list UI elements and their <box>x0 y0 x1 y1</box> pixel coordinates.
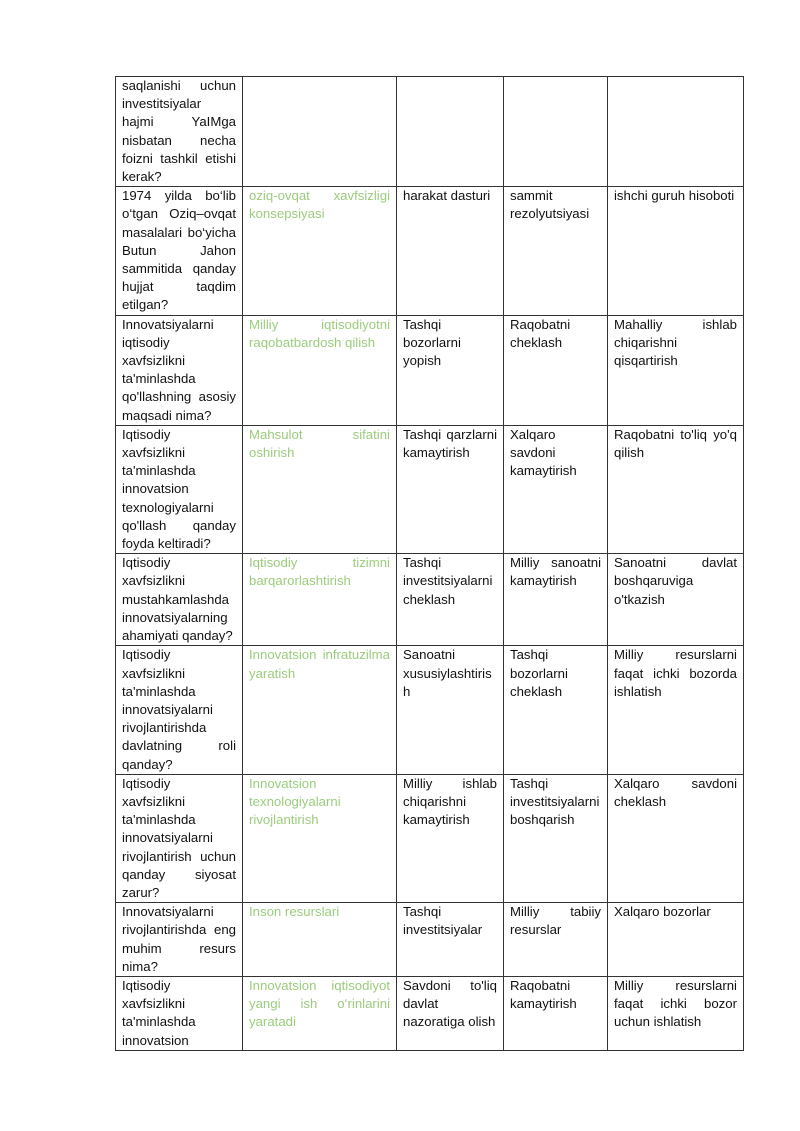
correct-answer-cell: Milliy iqtisodiyotni raqobatbardosh qilish <box>243 315 397 425</box>
question-cell: Innovatsiyalarni iqtisodiy xavfsizlikni ta'minlashda qo'llashning asosiy maqsadi nima? <box>116 315 243 425</box>
option-cell: Raqobatni to'liq yo'q qilish <box>608 425 744 553</box>
question-cell: Iqtisodiy xavfsizlikni ta'minlashda innovatsion <box>116 976 243 1050</box>
correct-answer-cell: Innovatsion infratuzilma yaratish <box>243 646 397 774</box>
question-cell: Innovatsiyalarni rivojlantirishda eng muhim resurs nima? <box>116 903 243 977</box>
correct-answer-cell <box>243 77 397 187</box>
option-cell: Tashqi bozorlarni cheklash <box>504 646 608 774</box>
question-cell: Iqtisodiy xavfsizlikni ta'minlashda innovatsiyalarni rivojlantirish uchun qanday siyosat zarur? <box>116 774 243 902</box>
option-cell <box>608 77 744 187</box>
option-cell: Milliy tabiiy resurslar <box>504 903 608 977</box>
option-cell: sammit rezolyutsiyasi <box>504 187 608 315</box>
option-cell: Savdoni to'liq davlat nazoratiga olish <box>397 976 504 1050</box>
option-cell: Tashqi bozorlarni yopish <box>397 315 504 425</box>
option-cell: Xalqaro bozorlar <box>608 903 744 977</box>
correct-answer-cell: Innovatsion iqtisodiyot yangi ish o‘rinlarini yaratadi <box>243 976 397 1050</box>
question-cell: Iqtisodiy xavfsizlikni ta'minlashda innovatsiyalarni rivojlantirishda davlatning roli qanday? <box>116 646 243 774</box>
correct-answer-cell: Mahsulot sifatini oshirish <box>243 425 397 553</box>
option-cell <box>504 77 608 187</box>
option-cell: Raqobatni cheklash <box>504 315 608 425</box>
option-cell: Milliy ishlab chiqarishni kamaytirish <box>397 774 504 902</box>
correct-answer-cell: Innovatsion texnologiyalarni rivojlantirish <box>243 774 397 902</box>
option-cell: Sanoatni davlat boshqaruviga o'tkazish <box>608 554 744 646</box>
correct-answer-cell: Inson resurslari <box>243 903 397 977</box>
table-row <box>116 976 744 1050</box>
option-cell: Milliy resurslarni faqat ichki bozor uchun ishlatish <box>608 976 744 1050</box>
table-row <box>116 554 744 646</box>
table-row <box>116 646 744 774</box>
correct-answer-cell: Iqtisodiy tizimni barqarorlashtirish <box>243 554 397 646</box>
table-row <box>116 315 744 425</box>
option-cell: Sanoatni xususiylashtirish <box>397 646 504 774</box>
option-cell: Tashqi investitsiyalarni boshqarish <box>504 774 608 902</box>
option-cell: Tashqi qarzlarni kamaytirish <box>397 425 504 553</box>
option-cell: harakat dasturi <box>397 187 504 315</box>
option-cell: Milliy resurslarni faqat ichki bozorda ishlatish <box>608 646 744 774</box>
question-cell: Iqtisodiy xavfsizlikni ta'minlashda innovatsion texnologiyalarni qo'llash qanday foyda keltiradi? <box>116 425 243 553</box>
table-row <box>116 77 744 187</box>
option-cell <box>397 77 504 187</box>
question-cell: Iqtisodiy xavfsizlikni mustahkamlashda innovatsiyalarning ahamiyati qanday? <box>116 554 243 646</box>
table-row <box>116 774 744 902</box>
question-cell: saqlanishi uchun investitsiyalar hajmi YaIMga nisbatan necha foizni tashkil etishi kerak? <box>116 77 243 187</box>
option-cell: Xalqaro savdoni cheklash <box>608 774 744 902</box>
option-cell: Raqobatni kamaytirish <box>504 976 608 1050</box>
option-cell: Milliy sanoatni kamaytirish <box>504 554 608 646</box>
quiz-table <box>115 76 744 1051</box>
question-cell: 1974 yilda bo‘lib o‘tgan Oziq–ovqat masalalari bo‘yicha Butun Jahon sammitida qanday hujjat taqdim etilgan? <box>116 187 243 315</box>
option-cell: Tashqi investitsiyalarni cheklash <box>397 554 504 646</box>
option-cell: Mahalliy ishlab chiqarishni qisqartirish <box>608 315 744 425</box>
option-cell: ishchi guruh hisoboti <box>608 187 744 315</box>
correct-answer-cell: oziq-ovqat xavfsizligi konsepsiyasi <box>243 187 397 315</box>
option-cell: Tashqi investitsiyalar <box>397 903 504 977</box>
table-row <box>116 425 744 553</box>
option-cell: Xalqaro savdoni kamaytirish <box>504 425 608 553</box>
table-row <box>116 187 744 315</box>
table-row <box>116 903 744 977</box>
